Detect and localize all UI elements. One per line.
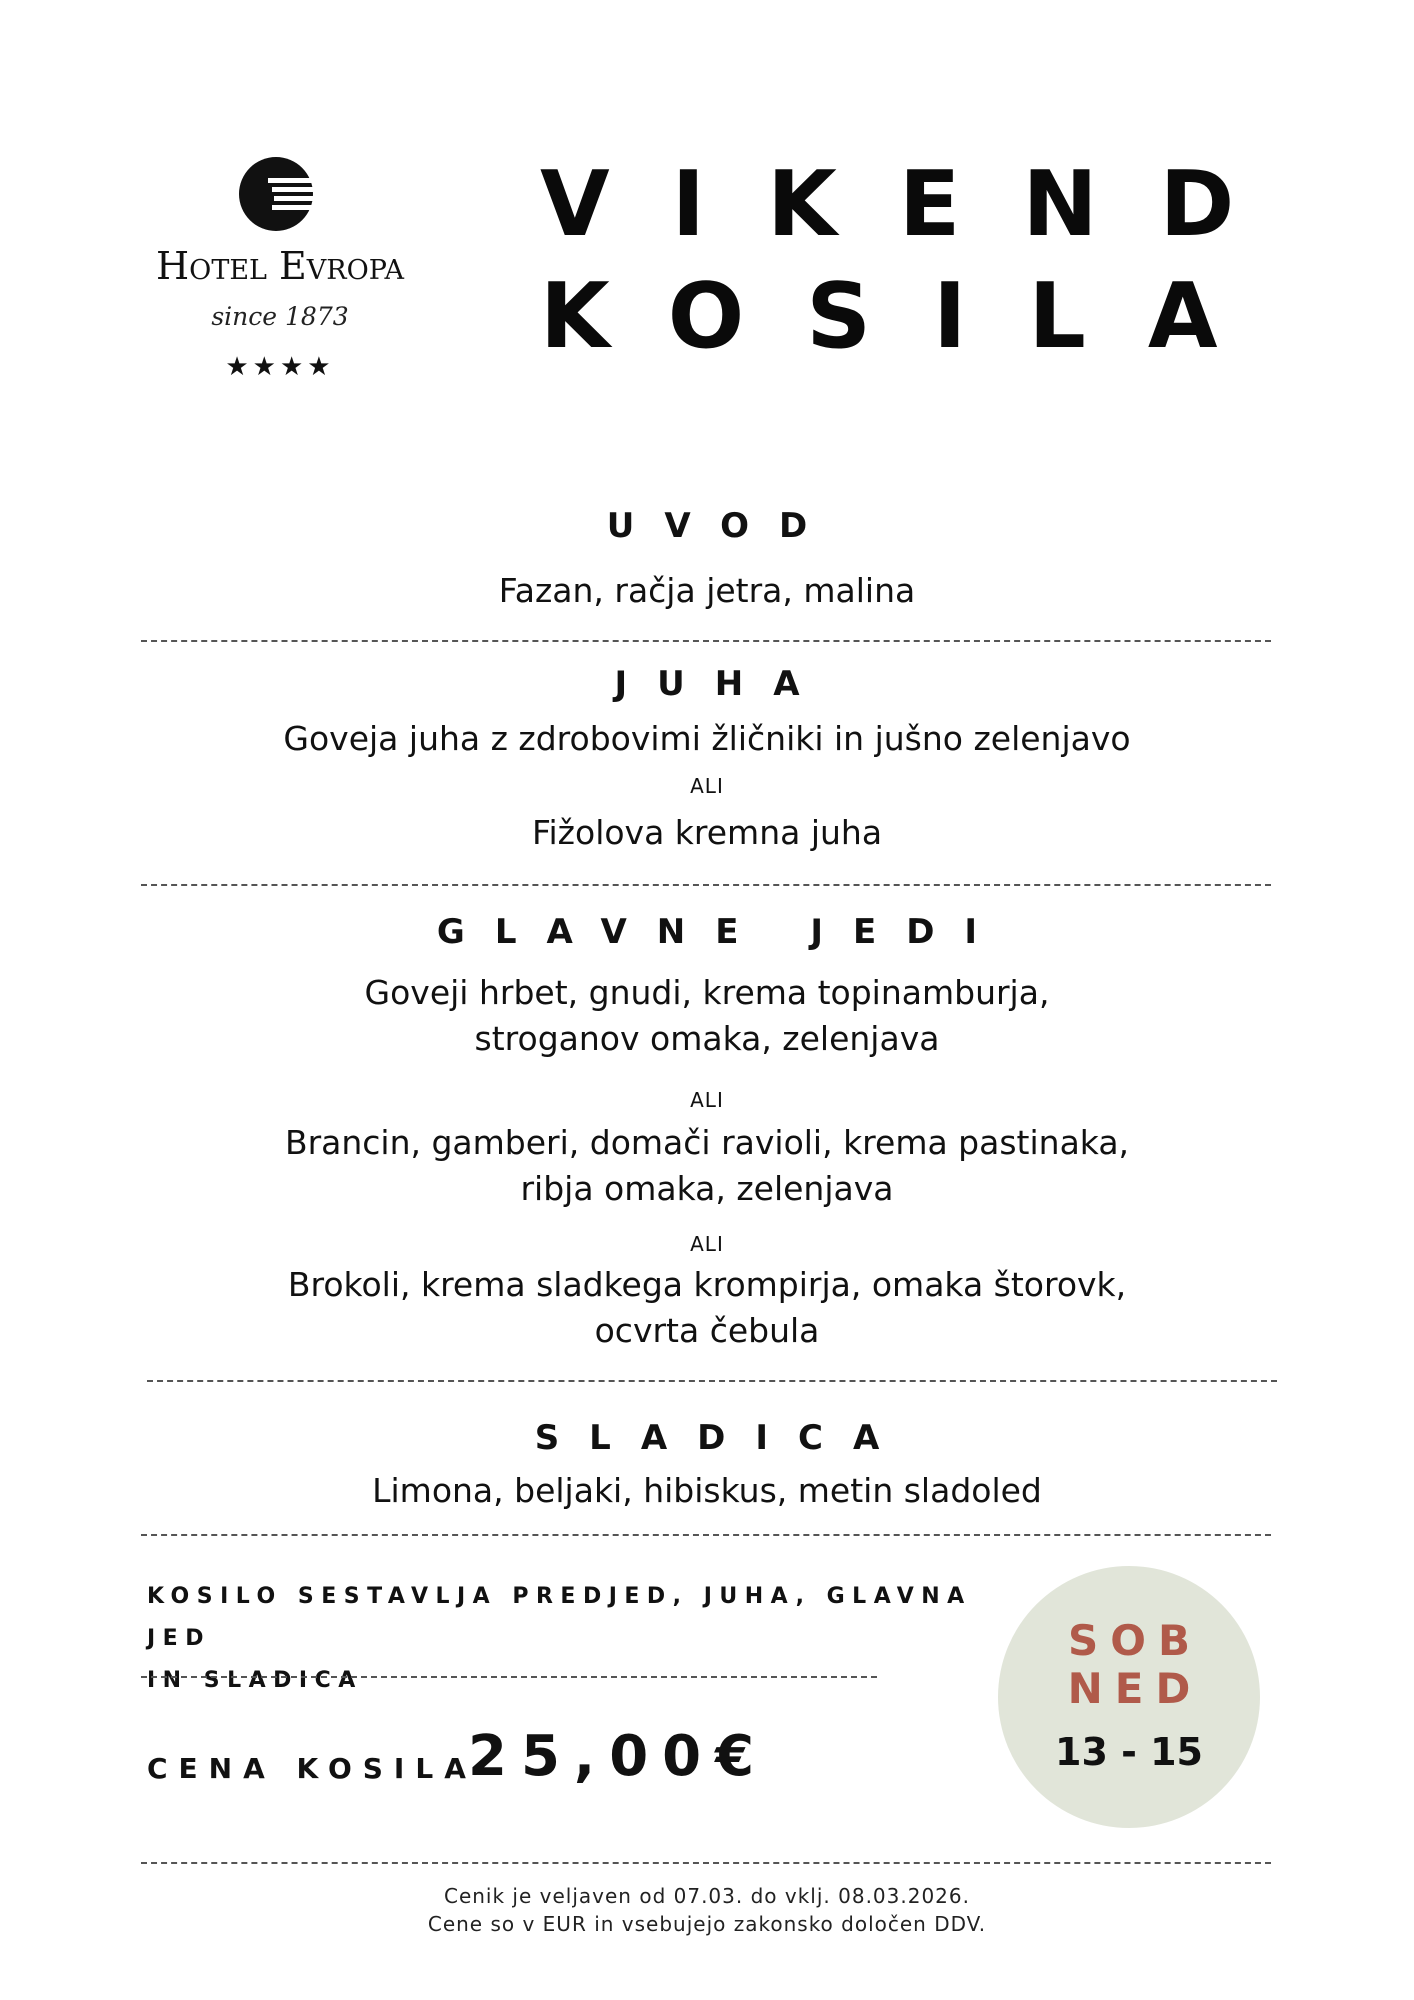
lunch-composition (147, 1576, 1027, 1702)
dish-main-1-line-2: stroganov omaka, zelenjava (474, 1019, 940, 1058)
section-heading-uvod: UVOD (606, 506, 838, 546)
section-heading-juha: JUHA (614, 664, 830, 704)
lunch-composition-line-2: IN SLADICA (147, 1668, 363, 1693)
hotel-since: since 1873 (211, 302, 349, 331)
section-heading-sladica: SLADICA (534, 1418, 910, 1458)
divider (147, 1380, 1277, 1382)
divider (141, 1862, 1271, 1864)
dish-main-1-line-1: Goveji hrbet, gnudi, krema topinamburja, (364, 973, 1050, 1012)
divider (141, 1676, 877, 1678)
ali-separator: ALI (690, 1088, 724, 1112)
divider (141, 1534, 1271, 1536)
section-heading-glavne-jedi: GLAVNE JEDI (436, 912, 1008, 952)
footer-vat-note: Cene so v EUR in vsebujejo zakonsko določen DDV. (427, 1912, 987, 1936)
dish-juha-1: Goveja juha z zdrobovimi žličniki in jušno zelenjavo (283, 719, 1131, 758)
badge-day-sunday: NED (1067, 1664, 1203, 1713)
lunch-composition-line-1: KOSILO SESTAVLJA PREDJED, JUHA, GLAVNA JED (147, 1584, 972, 1651)
dish-main-3-line-2: ocvrta čebula (594, 1311, 820, 1350)
badge-day-saturday: SOB (1068, 1616, 1202, 1665)
hotel-stars: ★★★★ (225, 352, 335, 382)
hotel-name: Hotel Evropa (156, 244, 404, 288)
divider (141, 640, 1271, 642)
price-label: CENA KOSILA (147, 1752, 477, 1785)
dish-juha-2: Fižolova kremna juha (531, 813, 883, 852)
divider (141, 884, 1271, 886)
dish-main-2-line-2: ribja omaka, zelenjava (520, 1169, 894, 1208)
page-title-line-1: VIKEND (540, 152, 1297, 257)
dish-uvod: Fazan, račja jetra, malina (498, 571, 916, 610)
dish-main-3-line-1: Brokoli, krema sladkega krompirja, omaka štorovk, (287, 1265, 1127, 1304)
hotel-evropa-logo-icon (238, 156, 314, 232)
ali-separator: ALI (690, 774, 724, 798)
dish-sladica: Limona, beljaki, hibiskus, metin sladoled (372, 1471, 1042, 1510)
page-title-line-2: KOSILA (540, 264, 1280, 369)
footer-validity: Cenik je veljaven od 07.03. do vklj. 08.03.2026. (443, 1884, 970, 1908)
ali-separator: ALI (690, 1232, 724, 1256)
badge-hours: 13 - 15 (1055, 1730, 1203, 1774)
dish-main-2-line-1: Brancin, gamberi, domači ravioli, krema pastinaka, (284, 1123, 1130, 1162)
price-value: 25,00€ (468, 1724, 769, 1789)
